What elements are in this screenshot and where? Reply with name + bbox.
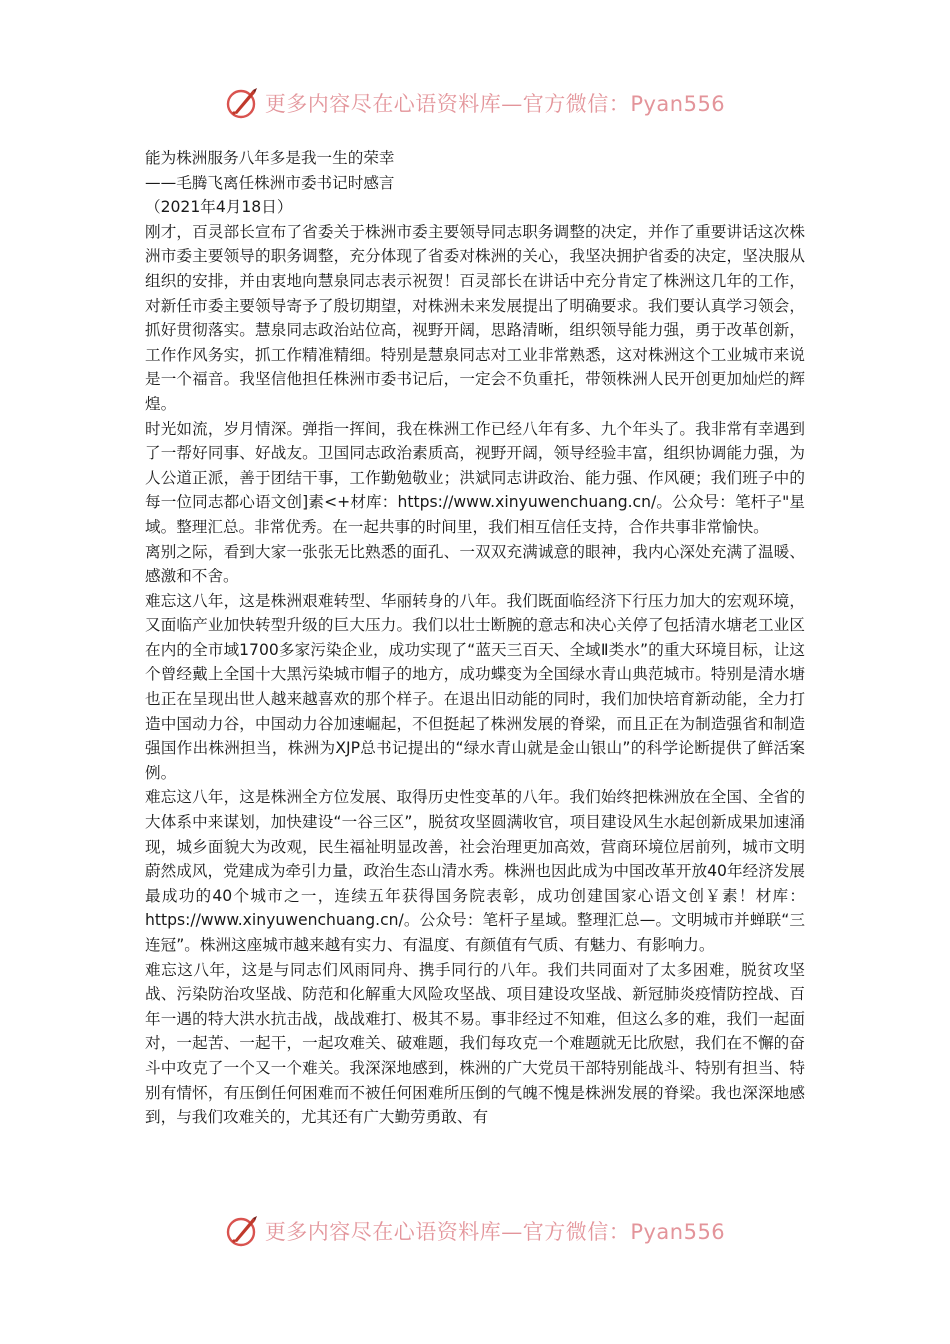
paragraph: 难忘这八年，这是株洲全方位发展、取得历史性变革的八年。我们始终把株洲放在全国、全省的大体系中来谋划，加快建设“一谷三区”，脱贫攻坚圆满收官，项目建设风生水起创新成果加速涌现，城乡面貌大为改观，民生福祉明显改善，社会治理更加高效，营商环境位居前列，城市文明蔚然成风，党建成为牵引力量，政治生态山清水秀。株洲也因此成为中国改革开放40年经济发展最成功的40个城市之一，连续五年获得国务院表彰，成功创建国家心语文创￥素！材库：https://www.xinyuwenchuang.cn/。公众号：笔杆子星域。整理汇总—。文明城市并蝉联“三连冠”。株洲这座城市越来越有实力、有温度、有颜值有气质、有魅力、有影响力。	[145, 788, 805, 954]
wechat-id: Pyan556	[630, 1220, 726, 1244]
document-subtitle: ——毛腾飞离任株洲市委书记时感言	[145, 173, 395, 192]
document-title: 能为株洲服务八年多是我一生的荣幸	[145, 149, 395, 167]
paragraph: 刚才，百灵部长宣布了省委关于株洲市委主要领导同志职务调整的决定，并作了重要讲话这次株洲市委主要领导的职务调整，充分体现了省委对株洲的关心，我坚决拥护省委的决定，坚决服从组织的安排，并由衷地向慧泉同志表示祝贺！百灵部长在讲话中充分肯定了株洲这几年的工作，对新任市委主要领导寄予了殷切期望，对株洲未来发展提出了明确要求。我们要认真学习领会，抓好贯彻落实。慧泉同志政治站位高，视野开阔，思路清晰，组织领导能力强，勇于改革创新，工作作风务实，抓工作精准精细。特别是慧泉同志对工业非常熟悉，这对株洲这个工业城市来说是一个福音。我坚信他担任株洲市委书记后，一定会不负重托，带领株洲人民开创更加灿烂的辉煌。	[145, 222, 805, 413]
document-body	[145, 146, 805, 1130]
document-date: （2021年4月18日）	[145, 198, 293, 217]
paragraph: 离别之际，看到大家一张张无比熟悉的面孔、一双双充满诚意的眼神，我内心深处充满了温暖、感激和不舍。	[145, 542, 805, 586]
pen-quill-circle-icon	[225, 86, 259, 120]
paragraph: 时光如流，岁月情深。弹指一挥间，我在株洲工作已经八年有多、九个年头了。我非常有幸遇到了一帮好同事、好战友。卫国同志政治素质高，视野开阔，领导经验丰富，组织协调能力强，为人公道正派，善于团结干事，工作勤勉敬业；洪斌同志讲政治、能力强、作风硬；我们班子中的每一位同志都心语文创]素<+材库：https://www.xinyuwenchuang.cn/。公众号：笔杆子"星域。整理汇总。非常优秀。在一起共事的时间里，我们相互信任支持，合作共事非常愉快。	[145, 419, 805, 536]
wechat-id: Pyan556	[630, 92, 726, 116]
banner-text: 更多内容尽在心语资料库—官方微信：Pyan556	[264, 92, 726, 116]
footer-banner	[0, 1211, 950, 1251]
paragraph: 难忘这八年，这是株洲艰难转型、华丽转身的八年。我们既面临经济下行压力加大的宏观环境，又面临产业加快转型升级的巨大压力。我们以壮士断腕的意志和决心关停了包括清水塘老工业区在内的全市域1700多家污染企业，成功实现了“蓝天三百天、全域Ⅱ类水”的重大环境目标，让这个曾经戴上全国十大黑污染城市帽子的地方，成功蝶变为全国绿水青山典范城市。特别是清水塘也正在呈现出世人越来越喜欢的那个样子。在退出旧动能的同时，我们加快培育新动能，全力打造中国动力谷，中国动力谷加速崛起，不但挺起了株洲发展的脊梁，而且正在为制造强省和制造强国作出株洲担当，株洲为XJP总书记提出的“绿水青山就是金山银山”的科学论断提供了鲜活案例。	[145, 591, 805, 782]
header-banner	[0, 83, 950, 123]
banner-text: 更多内容尽在心语资料库—官方微信：Pyan556	[264, 1220, 726, 1244]
pen-quill-circle-icon	[225, 1214, 259, 1248]
paragraph: 难忘这八年，这是与同志们风雨同舟、携手同行的八年。我们共同面对了太多困难，脱贫攻坚战、污染防治攻坚战、防范和化解重大风险攻坚战、项目建设攻坚战、新冠肺炎疫情防控战、百年一遇的特大洪水抗击战，战战难打、极其不易。事非经过不知难，但这么多的难，我们一起面对，一起苦、一起干，一起攻难关、破难题，我们每攻克一个难题就无比欣慰，我们在不懈的奋斗中攻克了一个又一个难关。我深深地感到，株洲的广大党员干部特别能战斗、特别有担当、特别有情怀，有压倒任何困难而不被任何困难所压倒的气魄不愧是株洲发展的脊梁。我也深深地感到，与我们攻难关的，尤其还有广大勤劳勇敢、有	[145, 960, 805, 1127]
